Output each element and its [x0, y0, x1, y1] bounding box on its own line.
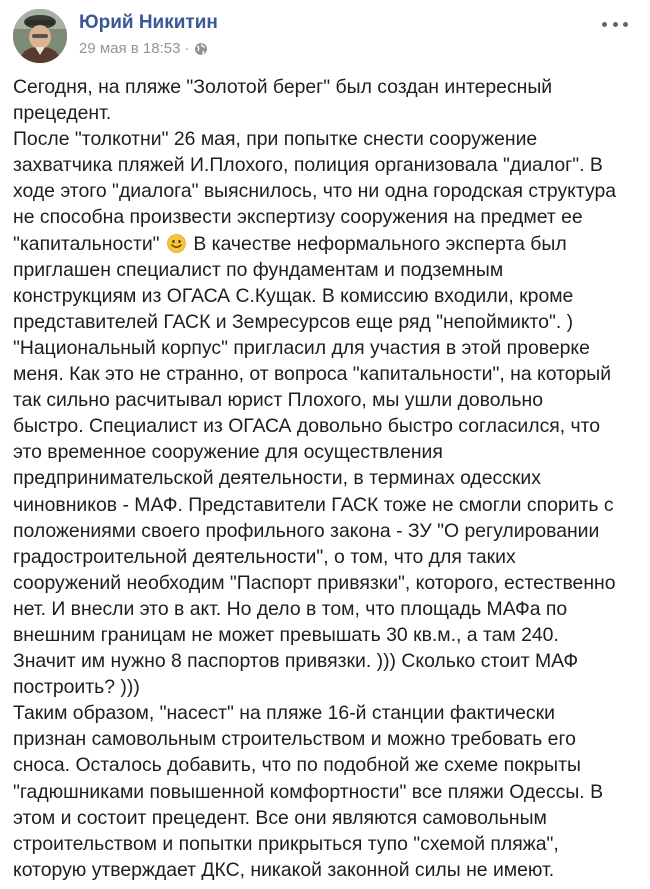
- text-line: чиновников - МАФ. Представители ГАСК тоже не смогли спорить с: [13, 493, 614, 516]
- text-line: положениями своего профильного закона - ЗУ "О регулировании: [13, 519, 600, 542]
- text-line: градостроительной деятельности", о том, что для таких: [13, 545, 516, 568]
- text-fragment: "капитальности": [13, 232, 160, 255]
- globe-icon[interactable]: [194, 42, 208, 56]
- text-line: Сегодня, на пляже "Золотой берег" был создан интересный: [13, 76, 553, 98]
- text-line: Таким образом, "насест" на пляже 16-й станции фактически: [13, 702, 555, 725]
- text-line: построить? ))): [13, 676, 140, 699]
- more-options-icon[interactable]: [602, 14, 628, 34]
- text-fragment: В качестве неформального эксперта был: [193, 232, 567, 255]
- text-line: прецедент.: [13, 102, 112, 125]
- text-line: сноса. Осталось добавить, что по подобной же схеме покрыты: [13, 754, 581, 777]
- smiling-face-icon: [167, 234, 186, 253]
- text-line: это временное сооружение для осуществления: [13, 441, 443, 464]
- author-name[interactable]: Юрий Никитин: [79, 12, 218, 33]
- text-line: которую утверждает ДКС, никакой законной силы не имеют.: [13, 858, 555, 881]
- text-line: так сильно расчитывал юрист Плохого, мы ушли довольно: [13, 389, 544, 412]
- meta-separator: ·: [184, 40, 190, 57]
- text-line: захватчика пляжей И.Плохого, полиция организовала "диалог". В: [13, 154, 603, 177]
- post-header: [0, 0, 650, 70]
- text-line: предпринимательской деятельности, в терминах одесских: [13, 467, 541, 490]
- text-line: этом и состоит прецедент. Все они являются самовольным: [13, 806, 547, 829]
- profile-photo: [13, 9, 67, 63]
- text-line: приглашен специалист по фундаментам и подземным: [13, 258, 504, 281]
- post-meta: [79, 40, 208, 57]
- text-line: Значит им нужно 8 паспортов привязки. ))) Сколько стоит МАФ: [13, 650, 579, 673]
- text-line: "Национальный корпус" пригласил для участия в этой проверке: [13, 336, 590, 359]
- text-line: После "толкотни" 26 мая, при попытке снести сооружение: [13, 128, 538, 151]
- text-line: "гадюшниками повышенной комфортности" все пляжи Одессы. В: [13, 780, 604, 803]
- text-line-with-emoji: [13, 231, 639, 257]
- text-line: сооружений необходим "Паспорт привязки", которого, естественно: [13, 571, 616, 594]
- text-line: меня. Как это не странно, от вопроса "капитальности", на который: [13, 363, 612, 386]
- author-avatar[interactable]: [13, 9, 67, 63]
- text-line: конструкциям из ОГАСА С.Кущак. В комиссию входили, кроме: [13, 284, 574, 307]
- post-text: [13, 74, 639, 883]
- text-line: представителей ГАСК и Земресурсов еще ряд "непоймикто". ): [13, 310, 574, 333]
- text-line: не способна произвести экспертизу сооружения на предмет ее: [13, 206, 583, 229]
- text-line: строительством и попытки прикрыться тупо "схемой пляжа",: [13, 832, 559, 855]
- text-line: ходе этого "диалога" выяснилось, что ни одна городская структура: [13, 180, 617, 203]
- text-line: внешним границам не может превышать 30 кв.м., а там 240.: [13, 623, 559, 646]
- text-line: признан самовольным строительством и можно требовать его: [13, 728, 576, 751]
- text-line: быстро. Специалист из ОГАСА довольно быстро согласился, что: [13, 415, 601, 438]
- post-timestamp[interactable]: 29 мая в 18:53: [79, 40, 181, 57]
- text-line: нет. И внесли это в акт. Но дело в том, что площадь МАФа по: [13, 597, 568, 620]
